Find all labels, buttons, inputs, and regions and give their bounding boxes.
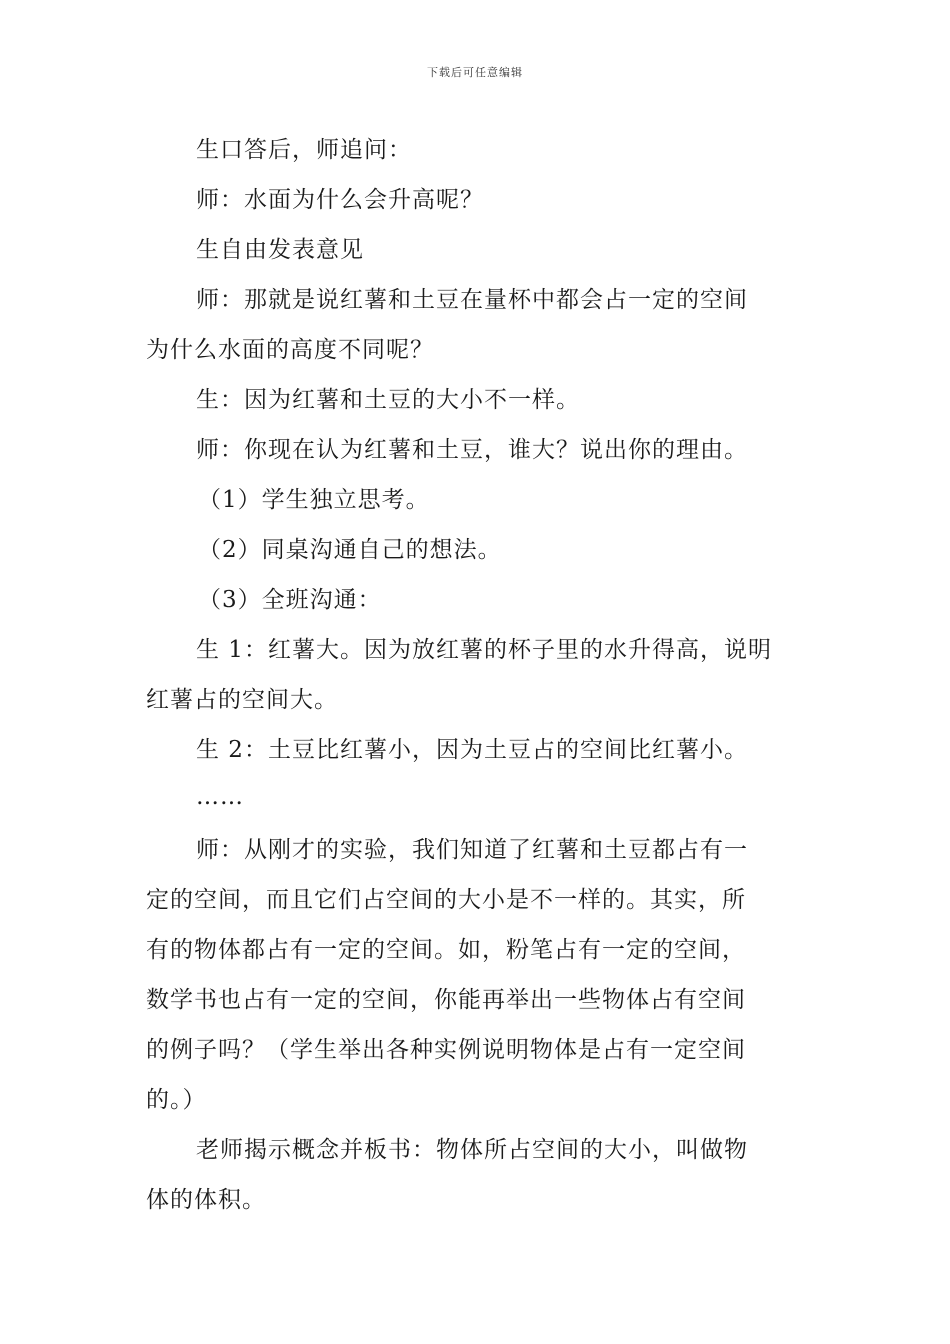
text-line: 生 2：土豆比红薯小，因为土豆占的空间比红薯小。	[196, 737, 748, 763]
page-header: 下载后可任意编辑	[427, 66, 523, 79]
text-line: 体的体积。	[146, 1187, 266, 1213]
text-line: 定的空间，而且它们占空间的大小是不一样的。其实，所	[146, 887, 746, 913]
text-line: 师：那就是说红薯和土豆在量杯中都会占一定的空间	[196, 287, 748, 313]
text-line: 师：你现在认为红薯和土豆，谁大？说出你的理由。	[196, 437, 748, 463]
text-line: 师：从刚才的实验，我们知道了红薯和土豆都占有一	[196, 837, 748, 863]
text-line: （2）同桌沟通自己的想法。	[198, 537, 502, 563]
text-line: 的。）	[146, 1087, 207, 1113]
text-line: 的例子吗？（学生举出各种实例说明物体是占有一定空间	[146, 1037, 746, 1063]
text-line: 生自由发表意见	[196, 237, 364, 263]
text-line: 老师揭示概念并板书：物体所占空间的大小，叫做物	[196, 1137, 748, 1163]
ellipsis-line: ……	[196, 784, 244, 810]
text-line: 有的物体都占有一定的空间。如，粉笔占有一定的空间，	[146, 937, 746, 963]
text-line: （1）学生独立思考。	[198, 487, 430, 513]
text-line: 为什么水面的高度不同呢？	[146, 337, 434, 363]
text-line: 生 1：红薯大。因为放红薯的杯子里的水升得高，说明	[196, 637, 772, 663]
text-line: 红薯占的空间大。	[146, 687, 338, 713]
text-line: 生：因为红薯和土豆的大小不一样。	[196, 387, 580, 413]
text-line: 生口答后，师追问：	[196, 137, 412, 163]
text-line: 师：水面为什么会升高呢？	[196, 187, 484, 213]
text-line: 数学书也占有一定的空间，你能再举出一些物体占有空间	[146, 987, 746, 1013]
text-line: （3）全班沟通：	[198, 587, 382, 613]
